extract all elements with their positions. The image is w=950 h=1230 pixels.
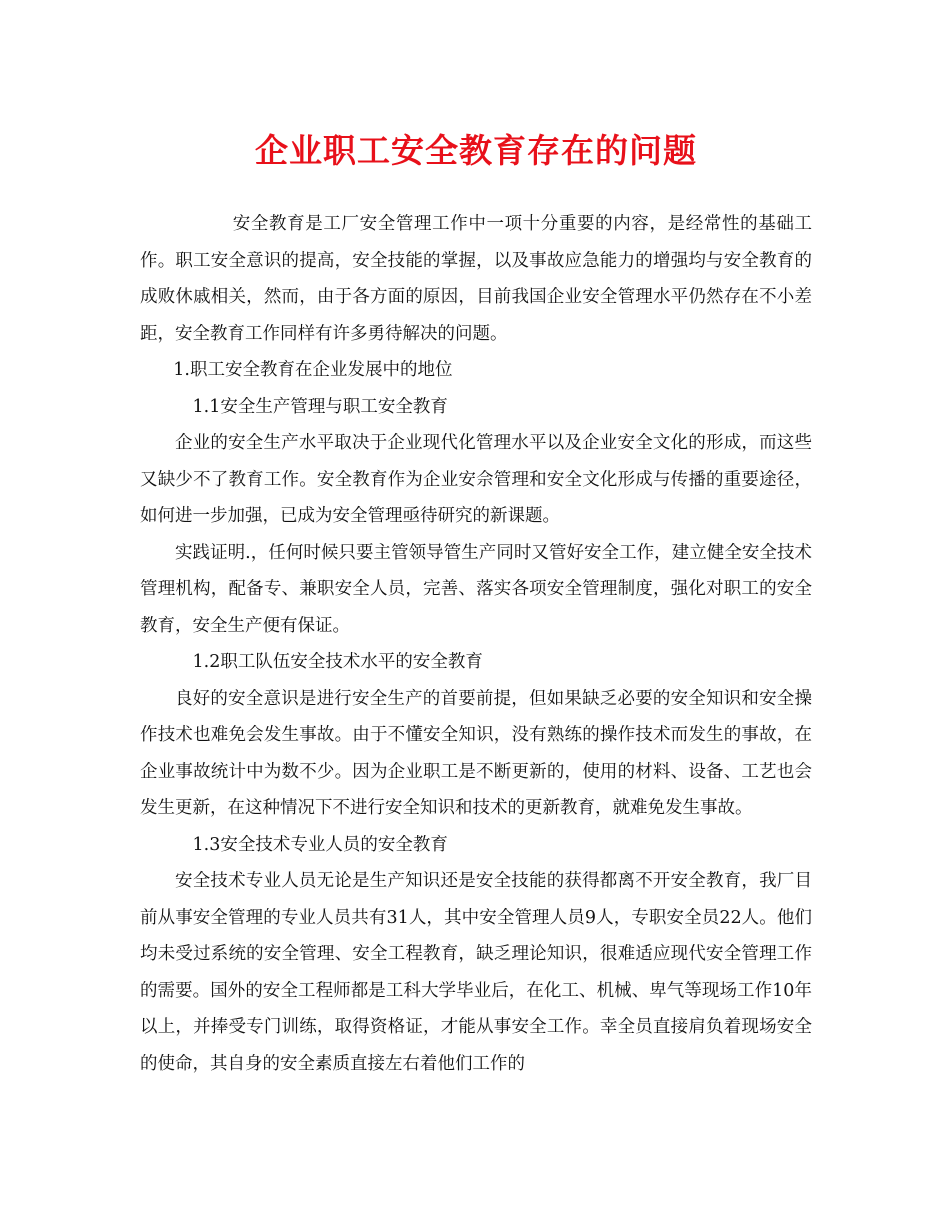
intro-paragraph: 安全教育是工厂安全管理工作中一项十分重要的内容，是经常性的基础工作。职工安全意识的提高，安全技能的掌握，以及事故应急能力的增强均与安全教育的成败休戚相关，然而，由于各方面的原因，目前我国企业安全管理水平仍然存在不小差距，安全教育工作同样有许多勇待解决的问题。 [140, 214, 812, 344]
section-heading-1-1: 1.1安全生产管理与职工安全教育 [192, 396, 448, 417]
paragraph: 安全技术专业人员无论是生产知识还是安全技能的获得都离不开安全教育，我厂目前从事安全管理的专业人员共有31人，其中安全管理人员9人，专职安全员22人。他们均未受过系统的安全管理、安全工程教育，缺乏理论知识，很难适应现代安全管理工作的需要。国外的安全工程师都是工科大学毕业后，在化工、机械、卑气等现场工作10年以上，并捧受专门训练，取得资格证，才能从事安全工作。幸全员直接肩负着现场安全的使命，其自身的安全素质直接左右着他们工作的 [140, 871, 812, 1074]
paragraph: 良好的安全意识是进行安全生产的首要前提，但如果缺乏必要的安全知识和安全操作技术也难免会发生事故。由于不懂安全知识，没有熟练的操作技术而发生的事故，在企业事故统计中为数不少。因为企业职工是不断更新的，使用的材料、设备、工艺也会发生更新，在这种情况下不进行安全知识和技术的更新教育，就难免发生事故。 [140, 688, 812, 818]
section-heading-1-3: 1.3安全技术专业人员的安全教育 [192, 834, 448, 855]
document-body [140, 206, 812, 1082]
document-title: 企业职工安全教育存在的问题 [255, 131, 697, 170]
paragraph: 实践证明.，任何时候只要主管领导管生产同时又管好安全工作，建立健全安全技术管理机构，配备专、兼职安全人员，完善、落实各项安全管理制度，强化对职工的安全教育，安全生产便有保证。 [140, 542, 812, 636]
paragraph: 企业的安全生产水平取决于企业现代化管理水平以及企业安全文化的形成，而这些又缺少不了教育工作。安全教育作为企业安佘管理和安全文化形成与传播的重要途径，如何进一步加强，已成为安全管理亟待研究的新课题。 [140, 433, 812, 526]
section-heading-1-2: 1.2职工队伍安全技术水平的安全教育 [192, 652, 483, 672]
section-heading-1: 1.职工安全教育在企业发展中的地位 [173, 360, 453, 380]
